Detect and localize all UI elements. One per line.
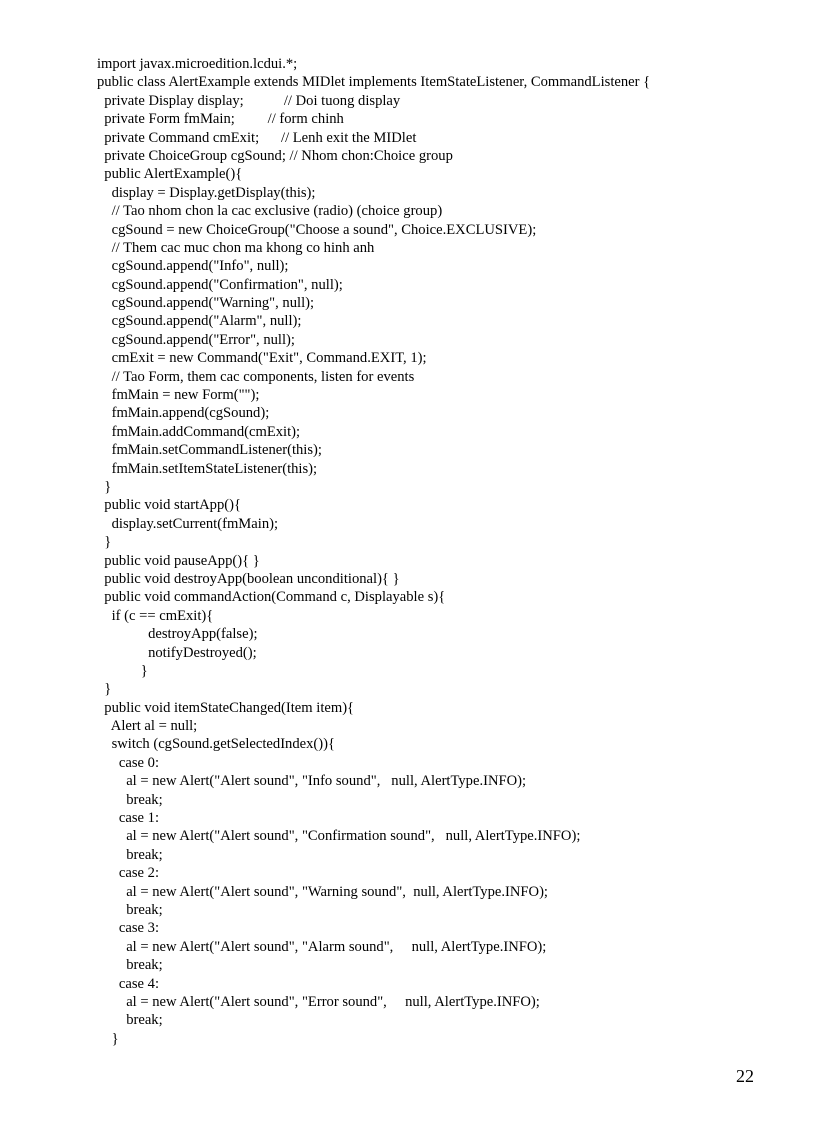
code-line: display = Display.getDisplay(this); bbox=[97, 184, 316, 201]
code-line: fmMain.setCommandListener(this); bbox=[97, 442, 322, 459]
code-line: al = new Alert("Alert sound", "Alarm sound", null, AlertType.INFO); bbox=[97, 938, 547, 955]
code-line: cgSound.append("Error", null); bbox=[97, 331, 295, 348]
code-line: // Them cac muc chon ma khong co hinh anh bbox=[97, 239, 375, 256]
code-line: fmMain.append(cgSound); bbox=[97, 405, 270, 422]
code-line: case 0: bbox=[97, 754, 160, 771]
code-line: al = new Alert("Alert sound", "Error sound", null, AlertType.INFO); bbox=[97, 993, 540, 1010]
code-line: cgSound.append("Alarm", null); bbox=[97, 313, 302, 330]
code-line: if (c == cmExit){ bbox=[97, 607, 214, 624]
code-line: fmMain.setItemStateListener(this); bbox=[97, 460, 318, 477]
code-line: // Tao Form, them cac components, listen for events bbox=[97, 368, 415, 385]
code-line: } bbox=[97, 1030, 119, 1047]
code-line: cgSound.append("Confirmation", null); bbox=[97, 276, 343, 293]
code-line: switch (cgSound.getSelectedIndex()){ bbox=[97, 736, 336, 753]
code-line: cgSound = new ChoiceGroup("Choose a sound", Choice.EXCLUSIVE); bbox=[97, 221, 537, 238]
code-line: } bbox=[97, 478, 112, 495]
code-line: cgSound.append("Info", null); bbox=[97, 258, 289, 275]
code-line: } bbox=[97, 534, 112, 551]
code-line: private Display display; // Doi tuong display bbox=[97, 92, 401, 109]
code-line: public AlertExample(){ bbox=[97, 166, 243, 183]
code-line: break; bbox=[97, 901, 163, 918]
code-line: } bbox=[97, 662, 148, 679]
code-line: notifyDestroyed(); bbox=[97, 644, 257, 661]
code-line: public void pauseApp(){ } bbox=[97, 552, 260, 569]
code-line: break; bbox=[97, 791, 163, 808]
code-listing bbox=[97, 55, 787, 1048]
code-line: break; bbox=[97, 957, 163, 974]
code-line: private ChoiceGroup cgSound; // Nhom chon:Choice group bbox=[97, 147, 453, 164]
code-line: case 2: bbox=[97, 865, 160, 882]
code-line: import javax.microedition.lcdui.*; bbox=[97, 56, 298, 72]
code-line: // Tao nhom chon la cac exclusive (radio) (choice group) bbox=[97, 203, 443, 220]
code-line: cgSound.append("Warning", null); bbox=[97, 295, 315, 312]
code-line: display.setCurrent(fmMain); bbox=[97, 515, 279, 532]
code-line: destroyApp(false); bbox=[97, 626, 258, 643]
code-line: fmMain = new Form(""); bbox=[97, 387, 260, 404]
code-line: public void destroyApp(boolean unconditional){ } bbox=[97, 570, 400, 587]
code-line: public void itemStateChanged(Item item){ bbox=[97, 699, 355, 716]
code-line: al = new Alert("Alert sound", "Warning sound", null, AlertType.INFO); bbox=[97, 883, 548, 900]
code-line: private Form fmMain; // form chinh bbox=[97, 111, 344, 128]
code-line: case 3: bbox=[97, 920, 160, 937]
code-line: fmMain.addCommand(cmExit); bbox=[97, 423, 301, 440]
code-line: private Command cmExit; // Lenh exit the MIDlet bbox=[97, 129, 417, 146]
code-line: public void startApp(){ bbox=[97, 497, 241, 514]
code-line: break; bbox=[97, 846, 163, 863]
code-line: al = new Alert("Alert sound", "Confirmation sound", null, AlertType.INFO); bbox=[97, 828, 581, 845]
code-line: public void commandAction(Command c, Displayable s){ bbox=[97, 589, 446, 606]
code-line: cmExit = new Command("Exit", Command.EXIT, 1); bbox=[97, 350, 427, 367]
code-line: break; bbox=[97, 1012, 163, 1029]
code-line: public class AlertExample extends MIDlet implements ItemStateListener, CommandListener { bbox=[97, 74, 651, 91]
code-line: case 1: bbox=[97, 810, 160, 827]
code-line: } bbox=[97, 681, 112, 698]
code-line: al = new Alert("Alert sound", "Info sound", null, AlertType.INFO); bbox=[97, 773, 527, 790]
page-number: 22 bbox=[736, 1066, 754, 1086]
code-line: Alert al = null; bbox=[97, 718, 198, 735]
code-line: case 4: bbox=[97, 975, 160, 992]
